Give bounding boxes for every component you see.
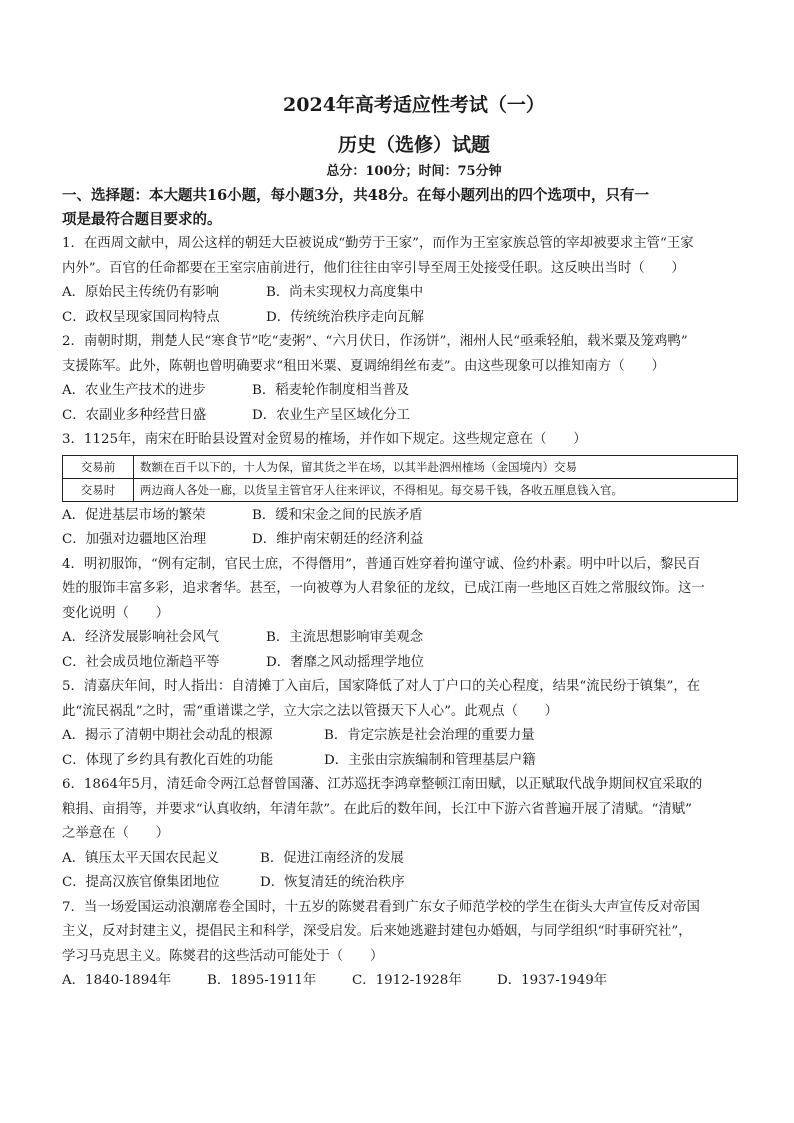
options-row [62, 404, 742, 429]
option-a: A．原始民主传统仍有影响 [62, 285, 219, 300]
question-1 [62, 232, 742, 330]
option-c: C．提高汉族官僚集团地位 [62, 875, 220, 890]
options-row [62, 379, 742, 404]
options-row [62, 306, 742, 331]
question-3 [62, 428, 742, 553]
option-a: A．经济发展影响社会风气 [62, 630, 219, 645]
question-4 [62, 553, 742, 676]
option-d: D．奢靡之风动摇理学地位 [266, 654, 425, 670]
options-row [62, 871, 742, 896]
option-a: A．1840-1894年 [62, 973, 172, 988]
question-text: 6．1864年5月，清廷命令两江总督曾国藩、江苏巡抚李鸿章整顿江南田赋，以正赋取代战争期间权宜采取的 [62, 777, 703, 792]
option-b: B．稻麦轮作制度相当普及 [252, 383, 410, 398]
option-d: D．主张由宗族编制和管理基层户籍 [324, 752, 536, 768]
question-text: 2．南朝时期，荆楚人民“寒食节”吃“麦粥”、“六月伏日，作汤饼”，湘州人民“亟乘轻舶，载米粟及笼鸡鸭” [62, 334, 688, 349]
option-c: C．政权呈现家国同构特点 [62, 309, 220, 325]
option-d: D．维护南宋朝廷的经济利益 [252, 532, 424, 547]
option-b: B．促进江南经济的发展 [260, 850, 404, 866]
option-d: D．1937-1949年 [497, 973, 608, 988]
table-row [63, 478, 738, 501]
trade-rules-table [62, 455, 738, 502]
option-b: B．缓和宋金之间的民族矛盾 [252, 507, 423, 523]
question-text: 之举意在（ ） [62, 826, 170, 841]
options-row [62, 528, 742, 553]
options-row [62, 969, 742, 994]
question-text: 支援陈军。此外，陈朝也曾明确要求“租田米粟、夏调绵绢丝布麦”。由这些现象可以推知南方（ ） [62, 358, 665, 374]
options-row [62, 847, 742, 872]
question-text: 学习马克思主义。陈爕君的这些活动可能处于（ ） [62, 948, 384, 964]
table-row [63, 455, 738, 478]
question-text: 内外”。百官的任命都要在王室宗庙前进行，他们往往由宰引导至周王处接受任职。这反映出当时（ ） [62, 260, 685, 276]
question-text: 5．清嘉庆年间，时人指出：自清摊丁入亩后，国家降低了对人丁户口的关心程度，结果“流民纷于镇集”，在 [62, 679, 701, 694]
section-heading-line: 项是最符合题目要求的。 [62, 211, 222, 228]
question-text: 主义，反对封建主义，提倡民主和科学，深受启发。后来她逃避封建包办婚姻，与同学组织“时事研究社”， [62, 924, 692, 939]
option-b: B．主流思想影响审美观念 [266, 630, 424, 645]
option-b: B．尚未实现权力高度集中 [266, 285, 424, 300]
question-text: 4．明初服饰，“例有定制，官民士庶，不得僭用”，普通百姓穿着拘谨守诚、俭约朴素。明中叶以后，黎民百 [62, 556, 701, 572]
options-row [62, 749, 742, 774]
option-c: C．加强对边疆地区治理 [62, 532, 207, 547]
option-b: B．1895-1911年 [207, 973, 317, 988]
question-2 [62, 330, 742, 428]
question-7 [62, 896, 742, 994]
question-text: 3．1125年，南宋在盱眙县设置对金贸易的榷场，并作如下规定。这些规定意在（ ） [62, 432, 587, 447]
table-cell-key: 交易时 [63, 478, 134, 501]
option-c: C．1912-1928年 [352, 973, 462, 988]
question-text: 变化说明（ ） [62, 605, 170, 621]
options-row [62, 281, 742, 306]
table-cell-value: 数额在百千以下的，十人为保，留其货之半在场，以其半赴泗州榷场（金国境内）交易 [134, 455, 738, 478]
exam-subtitle: 历史（选修）试题 [337, 134, 490, 156]
options-row [62, 504, 742, 529]
table-cell-value: 两边商人各处一廊，以货呈主管官牙人往来评议，不得相见。每交易千钱，各收五厘息钱入官。 [134, 478, 738, 501]
question-5 [62, 675, 742, 773]
question-text: 此“流民祸乱”之时，需“重谱谍之学，立大宗之法以管摄天下人心”。此观点（ ） [62, 703, 559, 719]
exam-title: 2024年高考适应性考试（一） [283, 94, 545, 116]
option-d: D．恢复清廷的统治秩序 [260, 875, 405, 890]
option-c: C．社会成员地位渐趋平等 [62, 654, 220, 670]
question-text: 1．在西周文献中，周公这样的朝廷大臣被说成“勤劳于王家”，而作为王室家族总管的宰却被要求主管“王家 [62, 236, 694, 251]
question-6 [62, 773, 742, 896]
options-row [62, 651, 742, 676]
option-a: A．镇压太平天国农民起义 [62, 850, 219, 866]
options-row [62, 724, 742, 749]
question-text: 7．当一场爱国运动浪潮席卷全国时，十五岁的陈爕君看到广东女子师范学校的学生在街头大声宣传反对帝国 [62, 899, 700, 915]
option-a: A．揭示了清朝中期社会动乱的根源 [62, 728, 273, 743]
option-b: B．肯定宗族是社会治理的重要力量 [324, 728, 535, 743]
exam-page [62, 92, 742, 994]
option-c: C．体现了乡约具有教化百姓的功能 [62, 752, 274, 768]
option-a: A．农业生产技术的进步 [62, 383, 206, 398]
option-d: D．传统统治秩序走向瓦解 [266, 309, 425, 325]
table-cell-key: 交易前 [63, 455, 134, 478]
question-text: 粮捐、亩捐等，并要求“认真收纳，年清年款”。在此后的数年间，长江中下游六省普遍开展了清赋。“清赋” [62, 801, 692, 817]
exam-meta: 总分：100分；时间：75分钟 [326, 164, 502, 179]
question-text: 姓的服饰丰富多彩，追求奢华。甚至，一向被尊为人君象征的龙纹，已成江南一些地区百姓之常服纹饰。这一 [62, 581, 705, 596]
options-row [62, 626, 742, 651]
section-heading-line: 一、选择题：本大题共16小题，每小题3分，共48分。在每小题列出的四个选项中，只有一 [62, 187, 649, 204]
option-c: C．农副业多种经营日盛 [62, 407, 207, 423]
option-d: D．农业生产呈区域化分工 [252, 407, 411, 423]
option-a: A．促进基层市场的繁荣 [62, 507, 206, 523]
section-heading [62, 184, 742, 232]
